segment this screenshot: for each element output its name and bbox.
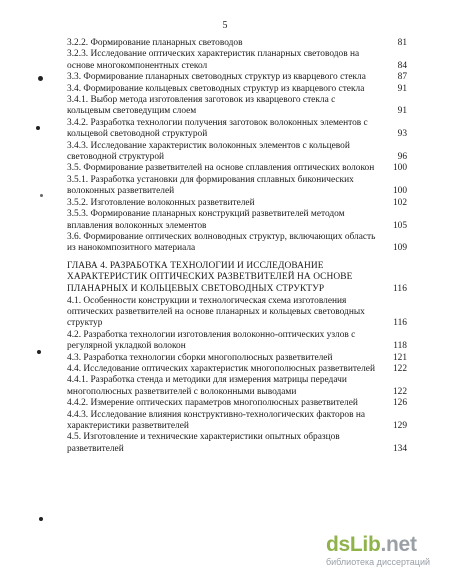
toc-entry [67, 175, 407, 198]
toc-entry-title: 4.3. Разработка технологии сборки многополюсных разветвителей [67, 352, 333, 363]
toc-entry [67, 84, 407, 95]
toc-entry-title: 4.4. Исследование оптических характеристик многополюсных разветвителей [67, 363, 375, 374]
toc-entry-page: 93 [397, 129, 407, 140]
toc-entry-title: 4.4.2. Измерение оптических параметров многополюсных разветвителей [67, 398, 358, 409]
toc-section-4 [67, 296, 407, 456]
chapter-4-heading [67, 261, 407, 296]
toc-entry-title: 3.2.3. Исследование оптических характеристик планарных световодов на основе многокомпонентных стекол [67, 49, 360, 71]
toc-entry-title: 3.4. Формирование кольцевых световодных структур из кварцевого стекла [67, 83, 365, 94]
toc-entry [67, 209, 407, 232]
toc-entry [67, 330, 407, 353]
toc-entry-page: 134 [392, 443, 407, 454]
toc-entry-page: 129 [392, 420, 407, 431]
scan-speck-4 [37, 350, 41, 354]
toc-entry-title: 3.3. Формирование планарных световодных структур из кварцевого стекла [67, 72, 366, 83]
toc-entry-title: 3.5.3. Формирование планарных конструкций разветвителей методом вплавления волоконных элементов [67, 209, 345, 231]
scan-speck-2 [36, 126, 40, 130]
page-number: 5 [222, 20, 228, 31]
toc-entry-title: 3.5. Формирование разветвителей на основе сплавления оптических волокон [67, 163, 375, 174]
toc-entry-page: 100 [392, 186, 407, 197]
toc-entry-title: 4.4.3. Исследование влияния конструктивно-технологических факторов на характеристики разветвителей [67, 409, 366, 431]
toc-entry-page: 122 [392, 386, 407, 397]
toc-entry [67, 410, 407, 433]
toc-entry-title: 3.4.2. Разработка технологии получения заготовок волоконных элементов с кольцевой световодной структурой [67, 117, 368, 140]
toc-entry-page: 84 [397, 60, 407, 71]
toc-entry [67, 49, 407, 72]
toc-entry-title: 3.6. Формирование оптических волноводных структур, включающих область из нанокомпозитного материала [67, 231, 376, 254]
toc-entry [67, 364, 407, 375]
toc-entry [67, 398, 407, 409]
toc-entry-page: 105 [392, 220, 407, 231]
toc-entry-title: 3.5.1. Разработка установки для формирования сплавных биконических волоконных разветвителей [67, 174, 354, 197]
toc-entry-page: 122 [392, 363, 407, 374]
toc-entry [67, 353, 407, 364]
toc-entry [67, 232, 407, 255]
toc-entry [67, 118, 407, 141]
scan-speck-1 [38, 76, 43, 81]
toc-entry-page: 118 [393, 341, 407, 352]
table-of-contents [67, 38, 407, 455]
toc-entry-page: 126 [392, 398, 407, 409]
logo-text: dsLib.net [326, 533, 417, 556]
toc-entry-title: 3.4.3. Исследование характеристик волоконных элементов с кольцевой световодной структурой [67, 140, 350, 163]
toc-entry-title: 4.4.1. Разработка стенда и методики для измерения матрицы передачи многополюсных разветвителей с волоконными выводами [67, 375, 347, 397]
toc-entry [67, 163, 407, 174]
toc-entry-title: 3.5.2. Изготовление волоконных разветвителей [67, 197, 255, 208]
toc-entry [67, 95, 407, 118]
toc-entry-page: 109 [392, 243, 407, 254]
toc-entry-title: 3.2.2. Формирование планарных световодов [67, 38, 243, 48]
toc-entry [67, 198, 407, 209]
toc-entry-page: 96 [397, 152, 407, 163]
toc-entry-page: 100 [392, 163, 407, 174]
toc-entry [67, 141, 407, 164]
toc-entry-title: 4.2. Разработка технологии изготовления волоконно-оптических узлов с регулярной укладкой волокон [67, 329, 356, 352]
scan-speck-5 [39, 517, 43, 521]
toc-entry-page: 102 [392, 197, 407, 208]
toc-entry [67, 432, 407, 455]
toc-entry [67, 38, 407, 49]
chapter-page: 116 [392, 283, 407, 294]
toc-entry-page: 121 [392, 352, 407, 363]
toc-entry-page: 81 [397, 38, 407, 48]
toc-entry-page: 87 [397, 72, 407, 83]
toc-entry-title: 3.4.1. Выбор метода изготовления заготовок из кварцевого стекла с кольцевым световедущим слоем [67, 95, 336, 117]
toc-entry-title: 4.5. Изготовление и технические характеристики опытных образцов разветвителей [67, 432, 340, 454]
scan-speck-3 [40, 194, 43, 197]
watermark-logo [326, 533, 436, 573]
toc-entry-page: 116 [393, 318, 407, 329]
toc-section-3 [67, 38, 407, 255]
chapter-title: ГЛАВА 4. РАЗРАБОТКА ТЕХНОЛОГИИ И ИССЛЕДОВАНИЕ ХАРАКТЕРИСТИК ОПТИЧЕСКИХ РАЗВЕТВИТЕЛЕЙ НА ОСНОВЕ ПЛАНАРНЫХ И КОЛЬЦЕВЫХ СВЕТОВОДНЫХ СТРУКТУР [67, 260, 353, 294]
logo-tagline: библиотека диссертаций [326, 557, 431, 567]
toc-entry [67, 375, 407, 398]
toc-entry-page: 91 [397, 83, 407, 94]
toc-entry-title: 4.1. Особенности конструкции и технологическая схема изготовления оптических разветвителей на основе планарных и кольцевых световодных структур [67, 295, 365, 329]
toc-entry-page: 91 [397, 106, 407, 117]
toc-entry [67, 72, 407, 83]
toc-entry [67, 296, 407, 330]
